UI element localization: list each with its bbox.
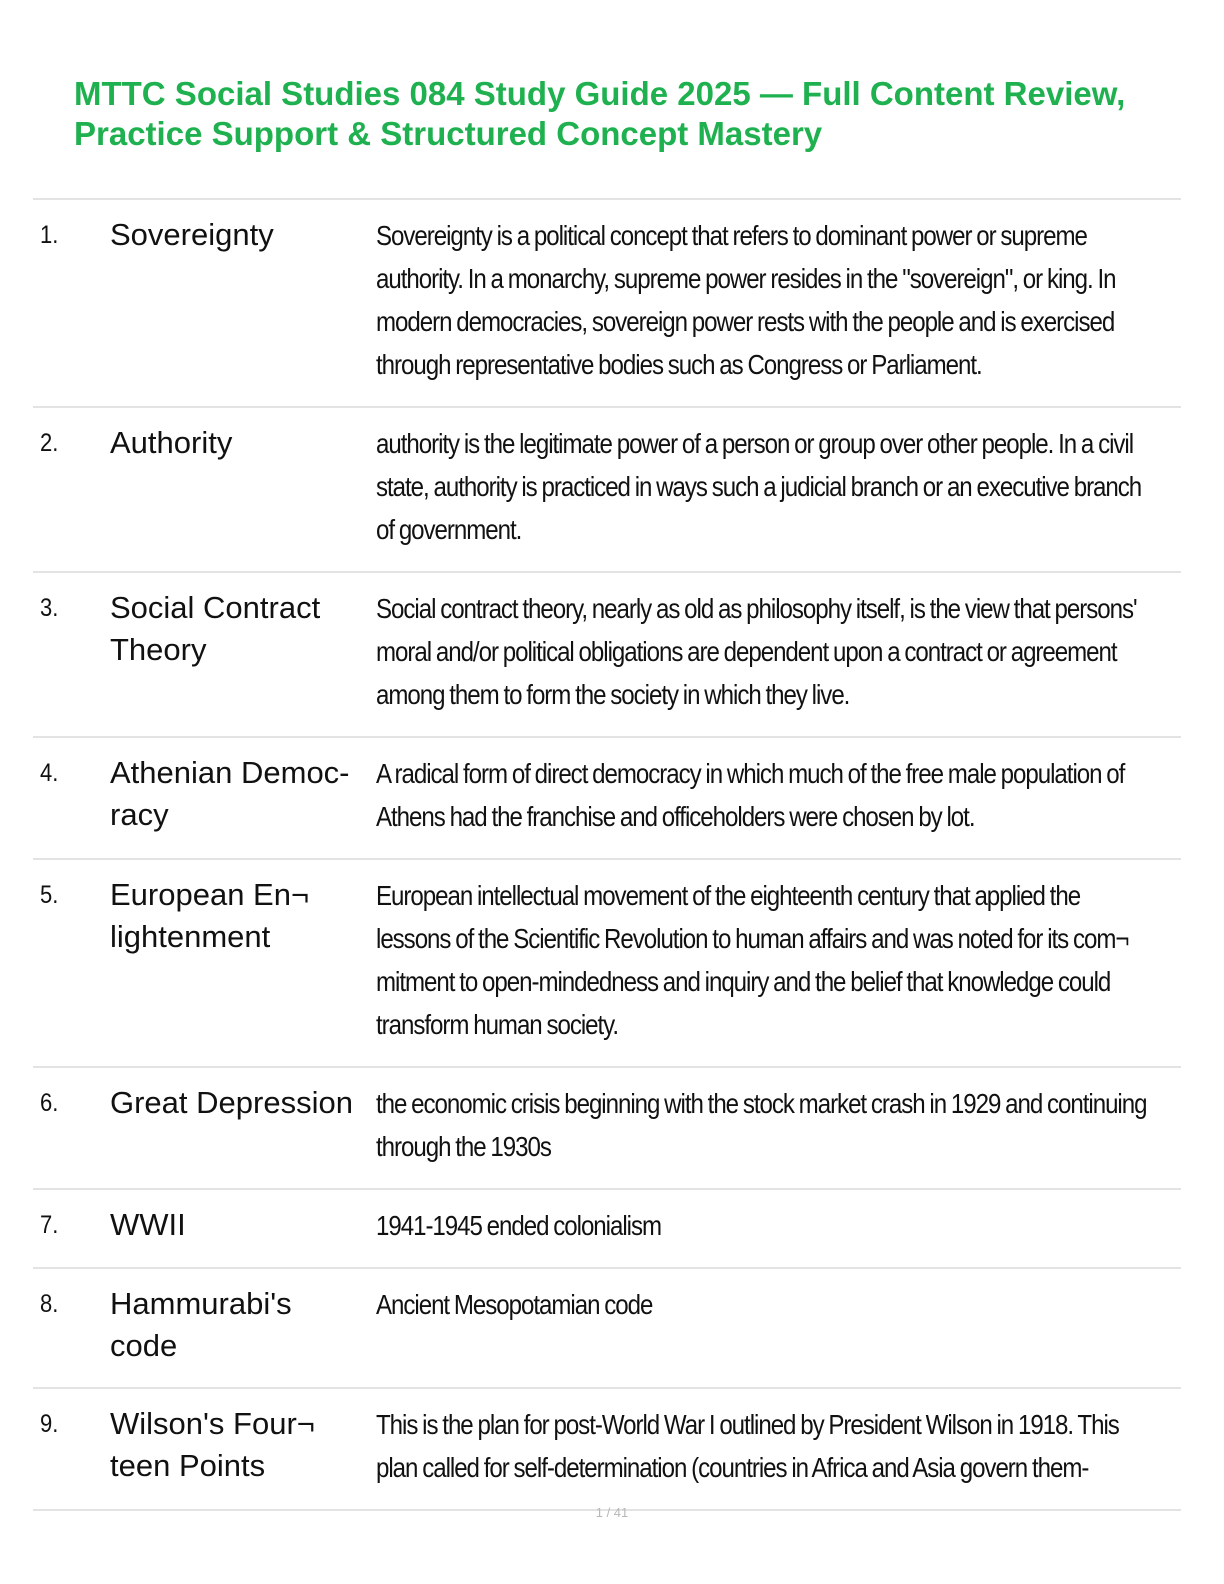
- entry-definition-line: Social contract theory, nearly as old as philosophy itself, is the view that persons': [376, 593, 1137, 624]
- glossary-entry: [33, 573, 1181, 738]
- entry-definition: [376, 1082, 1224, 1168]
- entry-term: [110, 874, 376, 958]
- page-title: [74, 74, 1214, 154]
- entry-definition: [376, 422, 1224, 551]
- entry-term-line: WWII: [110, 1207, 186, 1242]
- entry-definition-line: plan called for self-determination (countries in Africa and Asia govern them-: [376, 1452, 1089, 1483]
- glossary-entry: [33, 1068, 1181, 1190]
- entry-term-line: Wilson's Four¬: [110, 1406, 315, 1441]
- glossary-entry: [33, 1190, 1181, 1269]
- glossary-list: [33, 198, 1181, 1511]
- glossary-entry: [33, 200, 1181, 408]
- entry-number: 1.: [40, 221, 59, 249]
- entry-term-line: European En¬: [110, 877, 310, 912]
- entry-term-line: Authority: [110, 425, 233, 460]
- glossary-entry: [33, 408, 1181, 573]
- entry-term: [110, 752, 376, 836]
- entry-number: 2.: [40, 429, 59, 457]
- entry-definition-line: authority is the legitimate power of a person or group over other people. In a civil: [376, 428, 1134, 459]
- glossary-entry: [33, 1389, 1181, 1511]
- entry-term-line: code: [110, 1328, 178, 1363]
- entry-definition-line: modern democracies, sovereign power rests with the people and is exercised: [376, 306, 1115, 337]
- entry-definition-line: of government.: [376, 514, 522, 545]
- entry-term-line: Theory: [110, 632, 207, 667]
- entry-definition-line: state, authority is practiced in ways such a judicial branch or an executive branch: [376, 471, 1142, 502]
- entry-definition-line: Ancient Mesopotamian code: [376, 1289, 653, 1320]
- entry-term: [110, 1403, 376, 1487]
- glossary-entry: [33, 860, 1181, 1068]
- entry-definition-line: Athens had the franchise and officeholders were chosen by lot.: [376, 801, 975, 832]
- entry-term-line: Great Depression: [110, 1085, 353, 1120]
- entry-number: 9.: [40, 1410, 59, 1438]
- page-title-line-2: Practice Support & Structured Concept Mastery: [74, 115, 823, 152]
- entry-definition: [376, 1403, 1224, 1489]
- entry-term: [110, 587, 376, 671]
- entry-definition-line: the economic crisis beginning with the stock market crash in 1929 and continuing: [376, 1088, 1147, 1119]
- entry-number: 4.: [40, 759, 59, 787]
- entry-definition-line: mitment to open-mindedness and inquiry and the belief that knowledge could: [376, 966, 1111, 997]
- glossary-entry: [33, 1269, 1181, 1389]
- page-number: 1 / 41: [595, 1505, 629, 1520]
- entry-definition-line: among them to form the society in which they live.: [376, 679, 850, 710]
- entry-definition: [376, 874, 1224, 1046]
- entry-term-line: racy: [110, 797, 169, 832]
- entry-term: [110, 214, 376, 256]
- entry-term-line: lightenment: [110, 919, 271, 954]
- entry-term-line: teen Points: [110, 1448, 266, 1483]
- entry-term: [110, 1283, 376, 1367]
- entry-definition-line: 1941-1945 ended colonialism: [376, 1210, 662, 1241]
- entry-number: 3.: [40, 594, 59, 622]
- entry-term-line: Sovereignty: [110, 217, 274, 252]
- entry-definition-line: through the 1930s: [376, 1131, 551, 1162]
- entry-term: [110, 1082, 376, 1124]
- entry-number: 8.: [40, 1290, 59, 1318]
- page-title-line-1: MTTC Social Studies 084 Study Guide 2025 — Full Content Review,: [74, 75, 1126, 112]
- entry-definition-line: European intellectual movement of the eighteenth century that applied the: [376, 880, 1081, 911]
- entry-definition: [376, 587, 1224, 716]
- entry-definition-line: lessons of the Scientific Revolution to human affairs and was noted for its com¬: [376, 923, 1129, 954]
- entry-term-line: Social Contract: [110, 590, 321, 625]
- entry-term-line: Hammurabi's: [110, 1286, 292, 1321]
- entry-term: [110, 422, 376, 464]
- entry-number: 5.: [40, 881, 59, 909]
- entry-definition-line: A radical form of direct democracy in which much of the free male population of: [376, 758, 1125, 789]
- entry-term: [110, 1204, 376, 1246]
- entry-definition-line: authority. In a monarchy, supreme power resides in the "sovereign", or king. In: [376, 263, 1116, 294]
- entry-number: 7.: [40, 1211, 59, 1239]
- entry-definition-line: This is the plan for post-World War I outlined by President Wilson in 1918. This: [376, 1409, 1119, 1440]
- entry-number: 6.: [40, 1089, 59, 1117]
- entry-definition: [376, 1204, 1181, 1247]
- entry-definition-line: transform human society.: [376, 1009, 619, 1040]
- entry-definition-line: through representative bodies such as Congress or Parliament.: [376, 349, 982, 380]
- entry-term-line: Athenian Democ-: [110, 755, 350, 790]
- glossary-entry: [33, 738, 1181, 860]
- entry-definition: [376, 752, 1224, 838]
- entry-definition: [376, 1283, 1181, 1326]
- entry-definition: [376, 214, 1224, 386]
- entry-definition-line: Sovereignty is a political concept that refers to dominant power or supreme: [376, 220, 1087, 251]
- entry-definition-line: moral and/or political obligations are dependent upon a contract or agreement: [376, 636, 1117, 667]
